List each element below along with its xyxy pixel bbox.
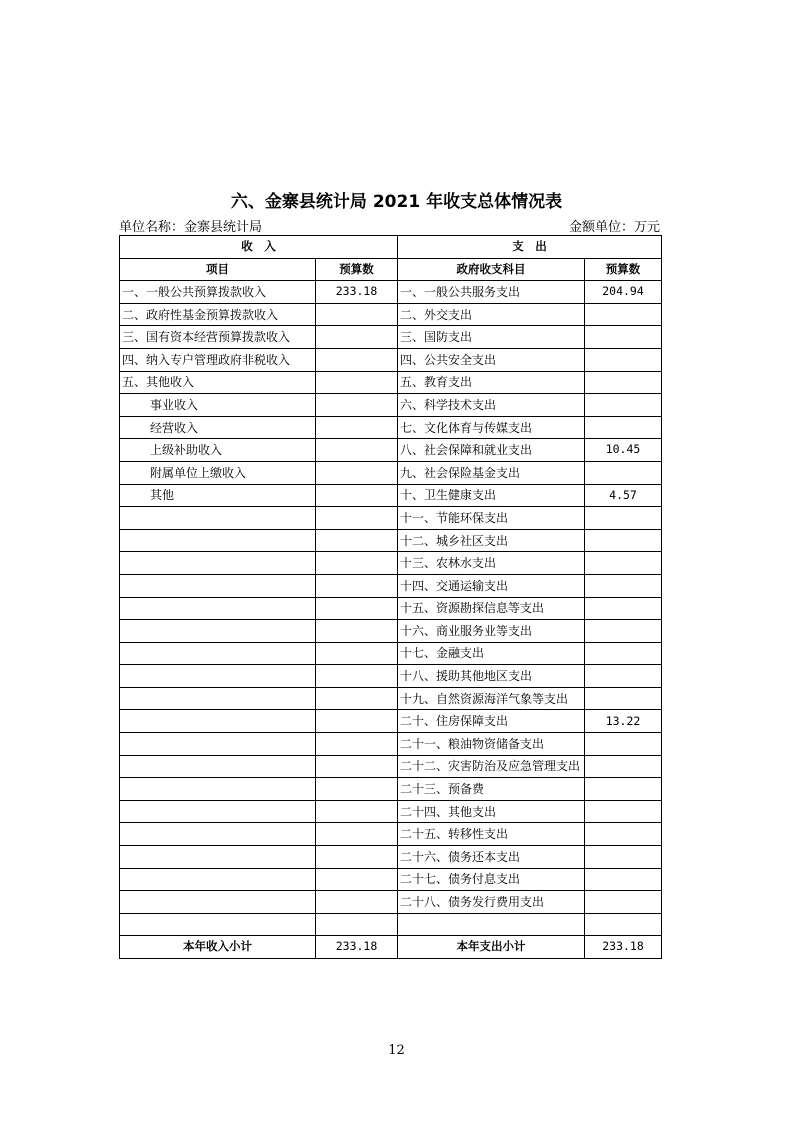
expense-amount [585,823,662,846]
section-header-row [120,236,662,259]
income-amount [316,484,398,507]
table-row [120,597,662,620]
table-row [120,778,662,801]
expense-header: 支 出 [398,236,662,259]
table-row [120,281,662,304]
expense-item: 一、一般公共服务支出 [398,281,585,304]
expense-item: 十、卫生健康支出 [398,484,585,507]
income-item [120,733,316,756]
income-item [120,868,316,891]
table-row [120,529,662,552]
expense-amount [585,461,662,484]
expense-amount: 13.22 [585,710,662,733]
income-amount [316,461,398,484]
income-amount [316,394,398,417]
expense-item: 二十七、债务付息支出 [398,868,585,891]
income-item [120,507,316,530]
expense-item: 二、外交支出 [398,303,585,326]
expense-item: 十二、城乡社区支出 [398,529,585,552]
table-row [120,326,662,349]
income-amount [316,326,398,349]
income-item: 一、一般公共预算拨款收入 [120,281,316,304]
income-item [120,574,316,597]
table-row [120,823,662,846]
expense-amount [585,665,662,688]
expense-item: 七、文化体育与传媒支出 [398,416,585,439]
table-row [120,394,662,417]
income-amount [316,348,398,371]
income-amount [316,507,398,530]
expense-amount [585,891,662,914]
total-income-value: 233.18 [316,936,398,959]
income-amount [316,620,398,643]
expense-item: 二十八、债务发行费用支出 [398,891,585,914]
income-amount [316,416,398,439]
page-title: 六、金寨县统计局 2021 年收支总体情况表 [230,192,563,212]
income-amount [316,303,398,326]
amount-unit: 金额单位：万元 [568,220,660,235]
expense-item: 八、社会保障和就业支出 [398,439,585,462]
budget-table [119,235,662,959]
income-item: 事业收入 [120,394,316,417]
expense-amount [585,642,662,665]
total-income-label: 本年收入小计 [120,936,316,959]
income-item [120,823,316,846]
income-amount [316,823,398,846]
income-amount [316,597,398,620]
total-expense-value: 233.18 [585,936,662,959]
table-body [120,281,662,936]
table-row [120,507,662,530]
income-amount [316,371,398,394]
table-row [120,710,662,733]
income-item [120,800,316,823]
expense-item: 二十五、转移性支出 [398,823,585,846]
table-row [120,461,662,484]
table-row [120,574,662,597]
income-item [120,913,316,936]
expense-amount [585,755,662,778]
col-budget-2: 预算数 [585,258,662,281]
expense-amount [585,529,662,552]
expense-amount: 4.57 [585,484,662,507]
income-amount [316,574,398,597]
table-row [120,913,662,936]
expense-amount [585,778,662,801]
income-item: 四、纳入专户管理政府非税收入 [120,348,316,371]
table-row [120,642,662,665]
income-item [120,597,316,620]
income-amount [316,665,398,688]
table-row [120,439,662,462]
expense-item: 二十一、粮油物资储备支出 [398,733,585,756]
expense-item: 二十三、预备费 [398,778,585,801]
expense-item: 二十二、灾害防治及应急管理支出 [398,755,585,778]
income-amount [316,868,398,891]
income-item [120,778,316,801]
table-row [120,303,662,326]
expense-item: 二十四、其他支出 [398,800,585,823]
income-item [120,710,316,733]
income-item [120,642,316,665]
income-item: 二、政府性基金预算拨款收入 [120,303,316,326]
expense-item: 十三、农林水支出 [398,552,585,575]
table-row [120,846,662,869]
table-row [120,733,662,756]
expense-item: 十五、资源勘探信息等支出 [398,597,585,620]
income-item: 上级补助收入 [120,439,316,462]
income-item [120,529,316,552]
expense-item: 十一、节能环保支出 [398,507,585,530]
table-row [120,620,662,643]
expense-item: 十四、交通运输支出 [398,574,585,597]
expense-amount [585,597,662,620]
expense-amount [585,348,662,371]
income-header: 收 入 [120,236,398,259]
income-item [120,665,316,688]
income-amount [316,913,398,936]
income-item [120,846,316,869]
unit-name: 单位名称：金寨县统计局 [119,220,263,235]
income-item [120,755,316,778]
table-row [120,484,662,507]
income-item [120,620,316,643]
expense-amount [585,326,662,349]
expense-item: 五、教育支出 [398,371,585,394]
expense-amount [585,552,662,575]
income-amount [316,552,398,575]
income-amount [316,642,398,665]
income-amount [316,755,398,778]
total-expense-label: 本年支出小计 [398,936,585,959]
income-amount [316,687,398,710]
table-row [120,755,662,778]
income-item: 五、其他收入 [120,371,316,394]
expense-item: 四、公共安全支出 [398,348,585,371]
expense-amount [585,913,662,936]
table-row [120,868,662,891]
income-item: 附属单位上缴收入 [120,461,316,484]
expense-item: 十七、金融支出 [398,642,585,665]
expense-item: 二十六、债务还本支出 [398,846,585,869]
income-amount [316,891,398,914]
table-row [120,665,662,688]
expense-amount [585,733,662,756]
expense-item [398,913,585,936]
expense-item: 三、国防支出 [398,326,585,349]
income-amount [316,800,398,823]
income-amount [316,439,398,462]
expense-item: 二十、住房保障支出 [398,710,585,733]
income-item [120,687,316,710]
table-row [120,687,662,710]
table-row [120,348,662,371]
col-subject: 政府收支科目 [398,258,585,281]
table-row [120,800,662,823]
column-header-row [120,258,662,281]
expense-amount [585,416,662,439]
income-amount [316,529,398,552]
income-amount: 233.18 [316,281,398,304]
expense-amount: 204.94 [585,281,662,304]
income-item: 经营收入 [120,416,316,439]
expense-amount: 10.45 [585,439,662,462]
page-number: 12 [388,1043,405,1058]
expense-item: 六、科学技术支出 [398,394,585,417]
income-item: 三、国有资本经营预算拨款收入 [120,326,316,349]
income-item [120,891,316,914]
table-row [120,371,662,394]
income-item [120,552,316,575]
income-amount [316,778,398,801]
expense-amount [585,394,662,417]
expense-item: 十八、援助其他地区支出 [398,665,585,688]
expense-item: 九、社会保险基金支出 [398,461,585,484]
expense-amount [585,507,662,530]
expense-amount [585,846,662,869]
income-amount [316,846,398,869]
expense-amount [585,868,662,891]
expense-amount [585,371,662,394]
table-row [120,891,662,914]
income-amount [316,733,398,756]
income-amount [316,710,398,733]
expense-amount [585,574,662,597]
table-row [120,552,662,575]
expense-amount [585,303,662,326]
expense-amount [585,620,662,643]
expense-item: 十九、自然资源海洋气象等支出 [398,687,585,710]
expense-amount [585,800,662,823]
total-row [120,936,662,959]
col-item: 项目 [120,258,316,281]
expense-amount [585,687,662,710]
table-row [120,416,662,439]
income-item: 其他 [120,484,316,507]
expense-item: 十六、商业服务业等支出 [398,620,585,643]
col-budget: 预算数 [316,258,398,281]
